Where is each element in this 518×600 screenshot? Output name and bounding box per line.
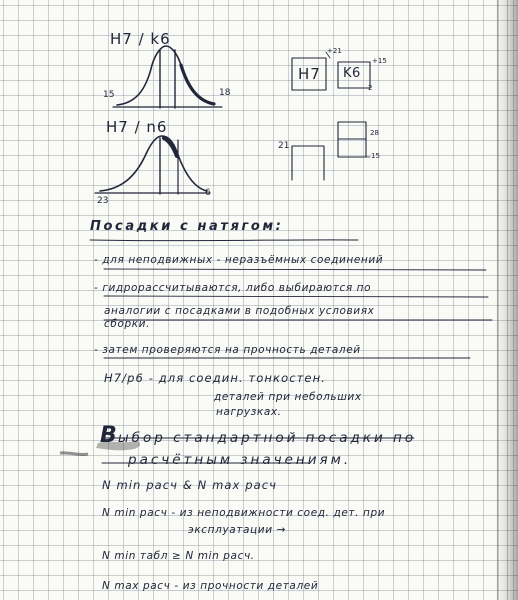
section1-line-5: - затем проверяются на прочность деталей [94,344,361,356]
section2-title: ыбор стандартной посадки по [118,430,417,446]
section1-title-underline [90,240,358,241]
curve-line-bottom [100,136,207,191]
hole-upper-value: +21 [327,47,342,55]
section1-line-4: сборки. [104,318,151,330]
section1-line-7: деталей при небольших [214,391,362,403]
section2-line-2: N min расч - из неподвижности соед. дет. при [102,507,386,519]
section2-line-5: N max расч - из прочности деталей [102,580,319,592]
shaft-lower-value-bottom: 15 [371,152,380,160]
section2-line-3: эксплуатации → [188,524,286,536]
limit-value-left-bottom: 23 [97,196,109,206]
limit-value-right-bottom: 6 [205,188,211,198]
fit-label-top: H7 / k6 [110,30,171,48]
section2-line-1: N min расч & N max расч [102,478,278,492]
shaft-upper-value: +15 [372,57,387,65]
limit-value-right-top: 18 [219,88,231,98]
bell-curve-top [113,46,222,108]
hole-field-label: H7 [298,65,321,83]
shaft-field-label: K6 [343,66,361,81]
line2-underline [104,296,488,297]
section2-title-line2: расчётным значениям. [128,452,352,468]
pencil-mark [60,453,88,455]
section1-line-8: нагрузках. [216,406,282,418]
shaft-lower-value: 2 [368,84,373,92]
section1-line-1: - для неподвижных - неразъёмных соединений [94,254,384,266]
hole-field-bottom-value: 21 [278,141,290,151]
section1-line-2: - гидрорассчитываются, либо выбираются по [94,282,372,294]
section2-line-4: N min табл ≥ N min расч. [102,550,255,562]
shaft-upper-value-bottom: 28 [370,129,379,137]
limit-value-left-top: 15 [103,90,115,100]
curve-shaded-top-bottom [164,138,177,156]
hole-field-open-box [292,146,324,180]
section1-line-3: аналогии с посадками в подобных условиях [104,305,375,317]
bell-curve-bottom [95,136,210,194]
line1-underline [104,269,486,270]
curve-shaded-edge-top [181,65,214,104]
tolerance-fields-bottom [292,122,370,180]
section1-line-6: H7/p6 - для соедин. тонкостен. [104,371,326,385]
fit-label-bottom: H7 / n6 [106,118,168,136]
section2-title-initial: В [100,423,117,448]
section1-title: Посадки с натягом: [90,219,284,234]
